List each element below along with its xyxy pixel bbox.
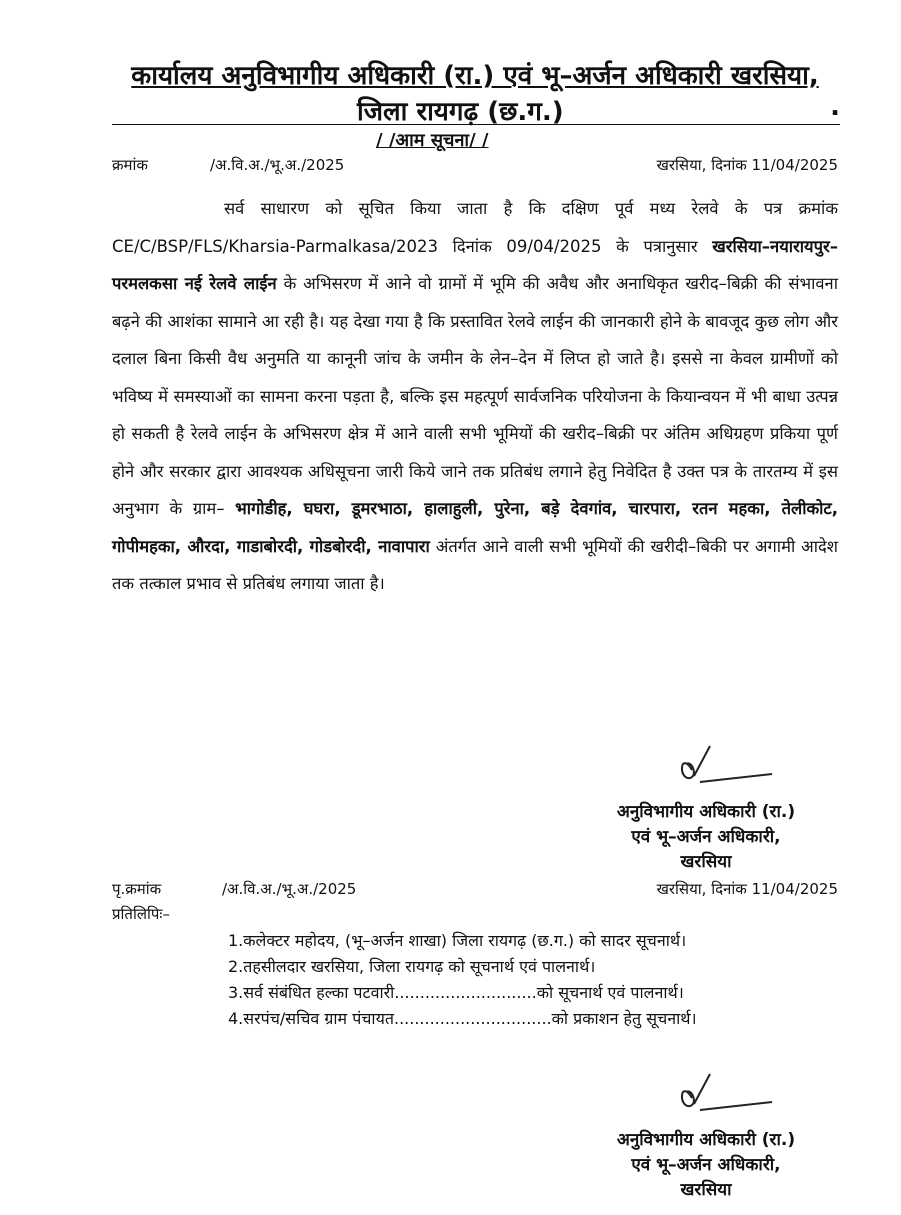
copy-item: 1.कलेक्टर महोदय, (भू–अर्जन शाखा) जिला रायगढ़ (छ.ग.) को सादर सूचनार्थ। — [228, 931, 687, 950]
signatory-block — [586, 800, 826, 875]
endorsement-row — [112, 879, 838, 903]
body-text-part3: अंतर्गत आने वाली सभी भूमियों की खरीदी–बिकी पर अगामी आदेश तक तत्काल प्रभाव से प्रतिबंध लगाया जाता है। — [112, 536, 838, 593]
signatory-designation: अनुविभागीय अधिकारी (रा.) — [616, 802, 796, 822]
notice-body — [112, 190, 838, 603]
endorsement-number: /अ.वि.अ./भू.अ./2025 — [222, 880, 357, 898]
copy-item: 2.तहसीलदार खरसिया, जिला रायगढ़ को सूचनार्थ एवं पालनार्थ। — [228, 957, 596, 976]
signatory-place: खरसिया — [680, 852, 732, 872]
office-subtitle-row — [112, 92, 840, 125]
railway-line-name: खरसिया–नयारायपुर–परमलकसा नई रेलवे लाईन — [112, 236, 838, 293]
office-title: कार्यालय अनुविभागीय अधिकारी (रा.) एवं भू–अर्जन अधिकारी खरसिया, — [131, 61, 819, 91]
copy-list — [228, 928, 848, 1032]
signatory-block-2 — [586, 1128, 826, 1203]
office-district: जिला रायगढ़ (छ.ग.) — [357, 97, 564, 127]
copy-item: 3.सर्व संबंधित हल्का पटवारी............................को सूचनार्थ एवं पालनार्थ। — [228, 983, 684, 1002]
signatory-designation: अनुविभागीय अधिकारी (रा.) — [616, 1130, 796, 1150]
signature-mark-2 — [672, 1068, 782, 1118]
signatory-role: एवं भू–अर्जन अधिकारी, — [631, 1155, 781, 1175]
reference-label: क्रमांक — [112, 156, 148, 174]
notice-title: / /आम सूचना/ / — [376, 130, 489, 151]
endorsement-label: पृ.क्रमांक — [112, 880, 162, 898]
reference-row — [112, 155, 838, 179]
village-list: भागोडीह, घघरा, डूमरभाठा, हालाहुली, पुरेना, बड़े देवगांव, चारपारा, रतन महका, तेलीकोट, गोपीमहका, औरदा, गाडाबोरदी, गोडबोरदी, नावापारा — [112, 499, 838, 556]
reference-date: खरसिया, दिनांक 11/04/2025 — [656, 156, 838, 174]
endorsement-date: खरसिया, दिनांक 11/04/2025 — [656, 880, 838, 898]
body-text-part2: के अभिसरण में आने वो ग्रामों में भूमि की अवैध और अनाधिकृत खरीद–बिक्री की संभावना बढ़ने की आशंका सामाने आ रही है। यह देखा गया है कि प्रस्तावित रेलवे लाईन की जानकारी होने के बावजूद कुछ लोग और दलाल बिना किसी वैध अनुमति या कानूनी जांच के जमीन के लेन–देन में लिप्त हो जाते है। इससे ना केवल ग्रामीणों को भविष्य में समस्याओं का सामना करना पड़ता है, बल्कि इस महत्पूर्ण सार्वजनिक परियोजना के कियान्वयन में भी बाधा उत्पन्न हो सकती है रेलवे लाईन के अभिसरण क्षेत्र में आने वाली सभी भूमियों की खरीद–बिक्री पर अंतिम अधिग्रहण प्रकिया पूर्ण होने और सरकार द्वारा आवश्यक अधिसूचना जारी किये जाने तक प्रतिबंध लगाने हेतु निवेदित है उक्त पत्र के तारतम्य में इस अनुभाग के ग्राम– — [112, 274, 838, 518]
notice-paragraph — [112, 190, 838, 603]
reference-number: /अ.वि.अ./भू.अ./2025 — [210, 156, 345, 174]
signature-mark — [672, 740, 782, 790]
signatory-role: एवं भू–अर्जन अधिकारी, — [631, 827, 781, 847]
copy-item: 4.सरपंच/सचिव ग्राम पंचायत...............................को प्रकाशन हेतु सूचनार्थ। — [228, 1009, 697, 1028]
body-text-part1: सर्व साधारण को सूचित किया जाता है कि दक्षिण पूर्व मध्य रेलवे के पत्र क्रमांक CE/C/BSP/FLS/Kharsia-Parmalkasa/2023 दिनांक 09/04/2025 के पत्रानुसार — [112, 199, 838, 256]
header-dot: . — [830, 92, 840, 122]
signatory-place: खरसिया — [680, 1180, 732, 1200]
copy-to-label: प्रतिलिपिः– — [112, 905, 170, 923]
